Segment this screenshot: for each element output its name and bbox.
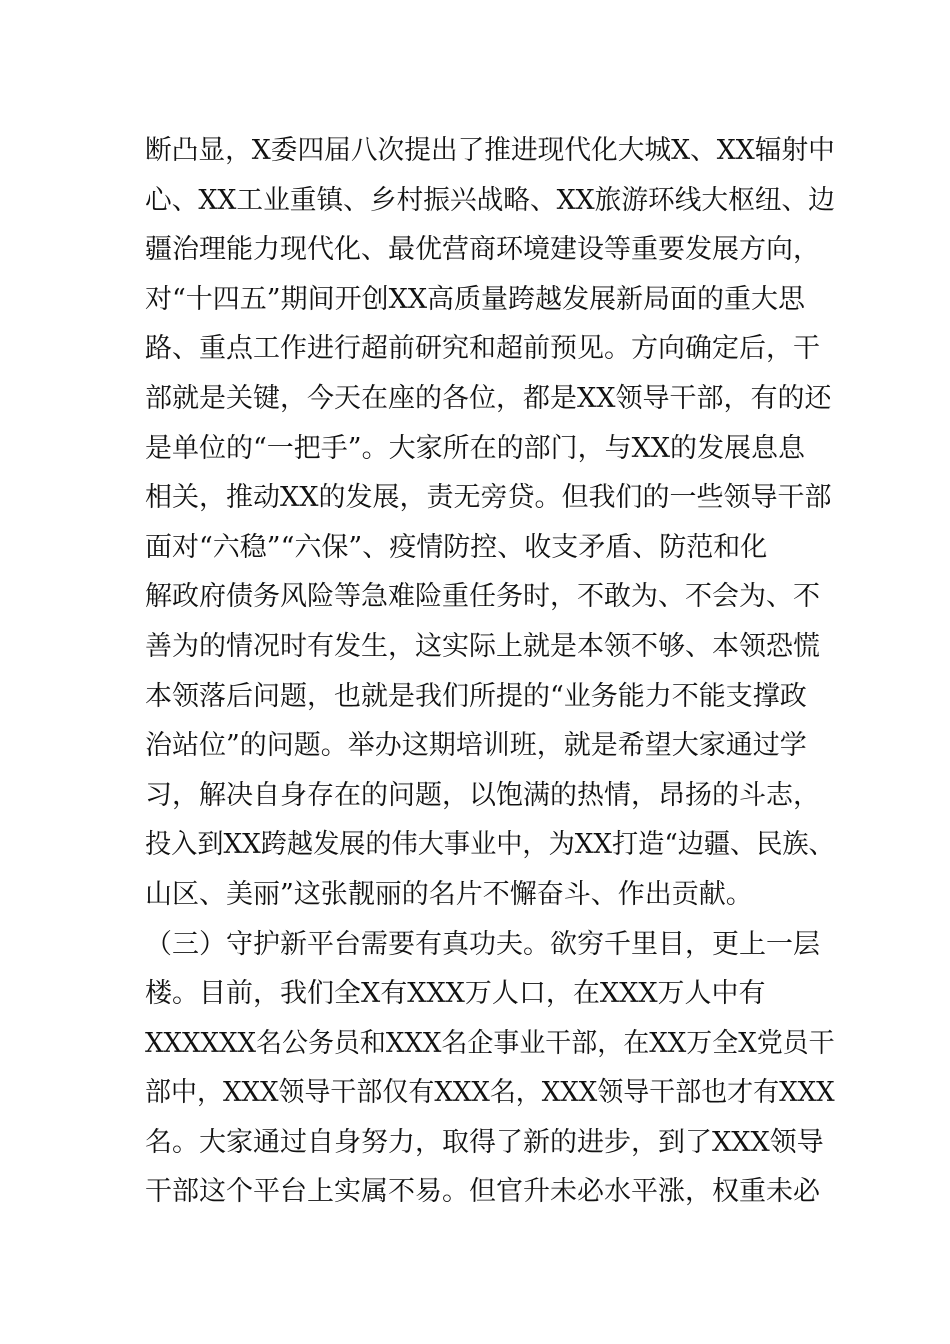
section-heading-line: （三）守护新平台需要有真功夫。欲穷千里目，更上一层 (145, 928, 820, 960)
text-line: 部就是关键，今天在座的各位，都是XX领导干部，有的还 (145, 382, 832, 414)
text-line: 治站位”的问题。举办这期培训班，就是希望大家通过学 (145, 730, 807, 762)
text-line: 解政府债务风险等急难险重任务时，不敢为、不会为、不 (145, 581, 820, 613)
text-line: 疆治理能力现代化、最优营商环境建设等重要发展方向， (145, 234, 820, 266)
text-line: 投入到XX跨越发展的伟大事业中，为XX打造“边疆、民族、 (145, 829, 835, 861)
text-line: 善为的情况时有发生，这实际上就是本领不够、本领恐慌 (145, 630, 820, 662)
text-line: 名。大家通过自身努力，取得了新的进步，到了XXX领导 (145, 1126, 824, 1158)
text-line: XXXXXX名公务员和XXX名企事业干部，在XX万全X党员干 (145, 1027, 835, 1059)
body-text (145, 126, 835, 1217)
text-line: 干部这个平台上实属不易。但官升未必水平涨，权重未必 (145, 1176, 820, 1208)
text-line: 对“十四五”期间开创XX高质量跨越发展新局面的重大思 (145, 283, 806, 315)
text-line: 楼。目前，我们全X有XXX万人口，在XXX万人中有 (145, 978, 766, 1010)
text-line: 本领落后问题，也就是我们所提的“业务能力不能支撑政 (145, 680, 807, 712)
text-line: 相关，推动XX的发展，责无旁贷。但我们的一些领导干部 (145, 482, 832, 514)
text-line: 是单位的“一把手”。大家所在的部门，与XX的发展息息 (145, 432, 806, 464)
text-line: 路、重点工作进行超前研究和超前预见。方向确定后，干 (145, 333, 820, 365)
text-line: 心、XX工业重镇、乡村振兴战略、XX旅游环线大枢纽、边 (145, 184, 835, 216)
text-line: 山区、美丽”这张靓丽的名片不懈奋斗、作出贡献。 (145, 878, 753, 910)
text-line: 面对“六稳”“六保”、疫情防控、收支矛盾、防范和化 (145, 531, 768, 563)
text-line: 部中，XXX领导干部仅有XXX名，XXX领导干部也才有XXX (145, 1077, 835, 1109)
text-line: 断凸显，X委四届八次提出了推进现代化大城X、XX辐射中 (145, 135, 835, 166)
text-line: 习，解决自身存在的问题，以饱满的热情，昂扬的斗志， (145, 779, 820, 811)
